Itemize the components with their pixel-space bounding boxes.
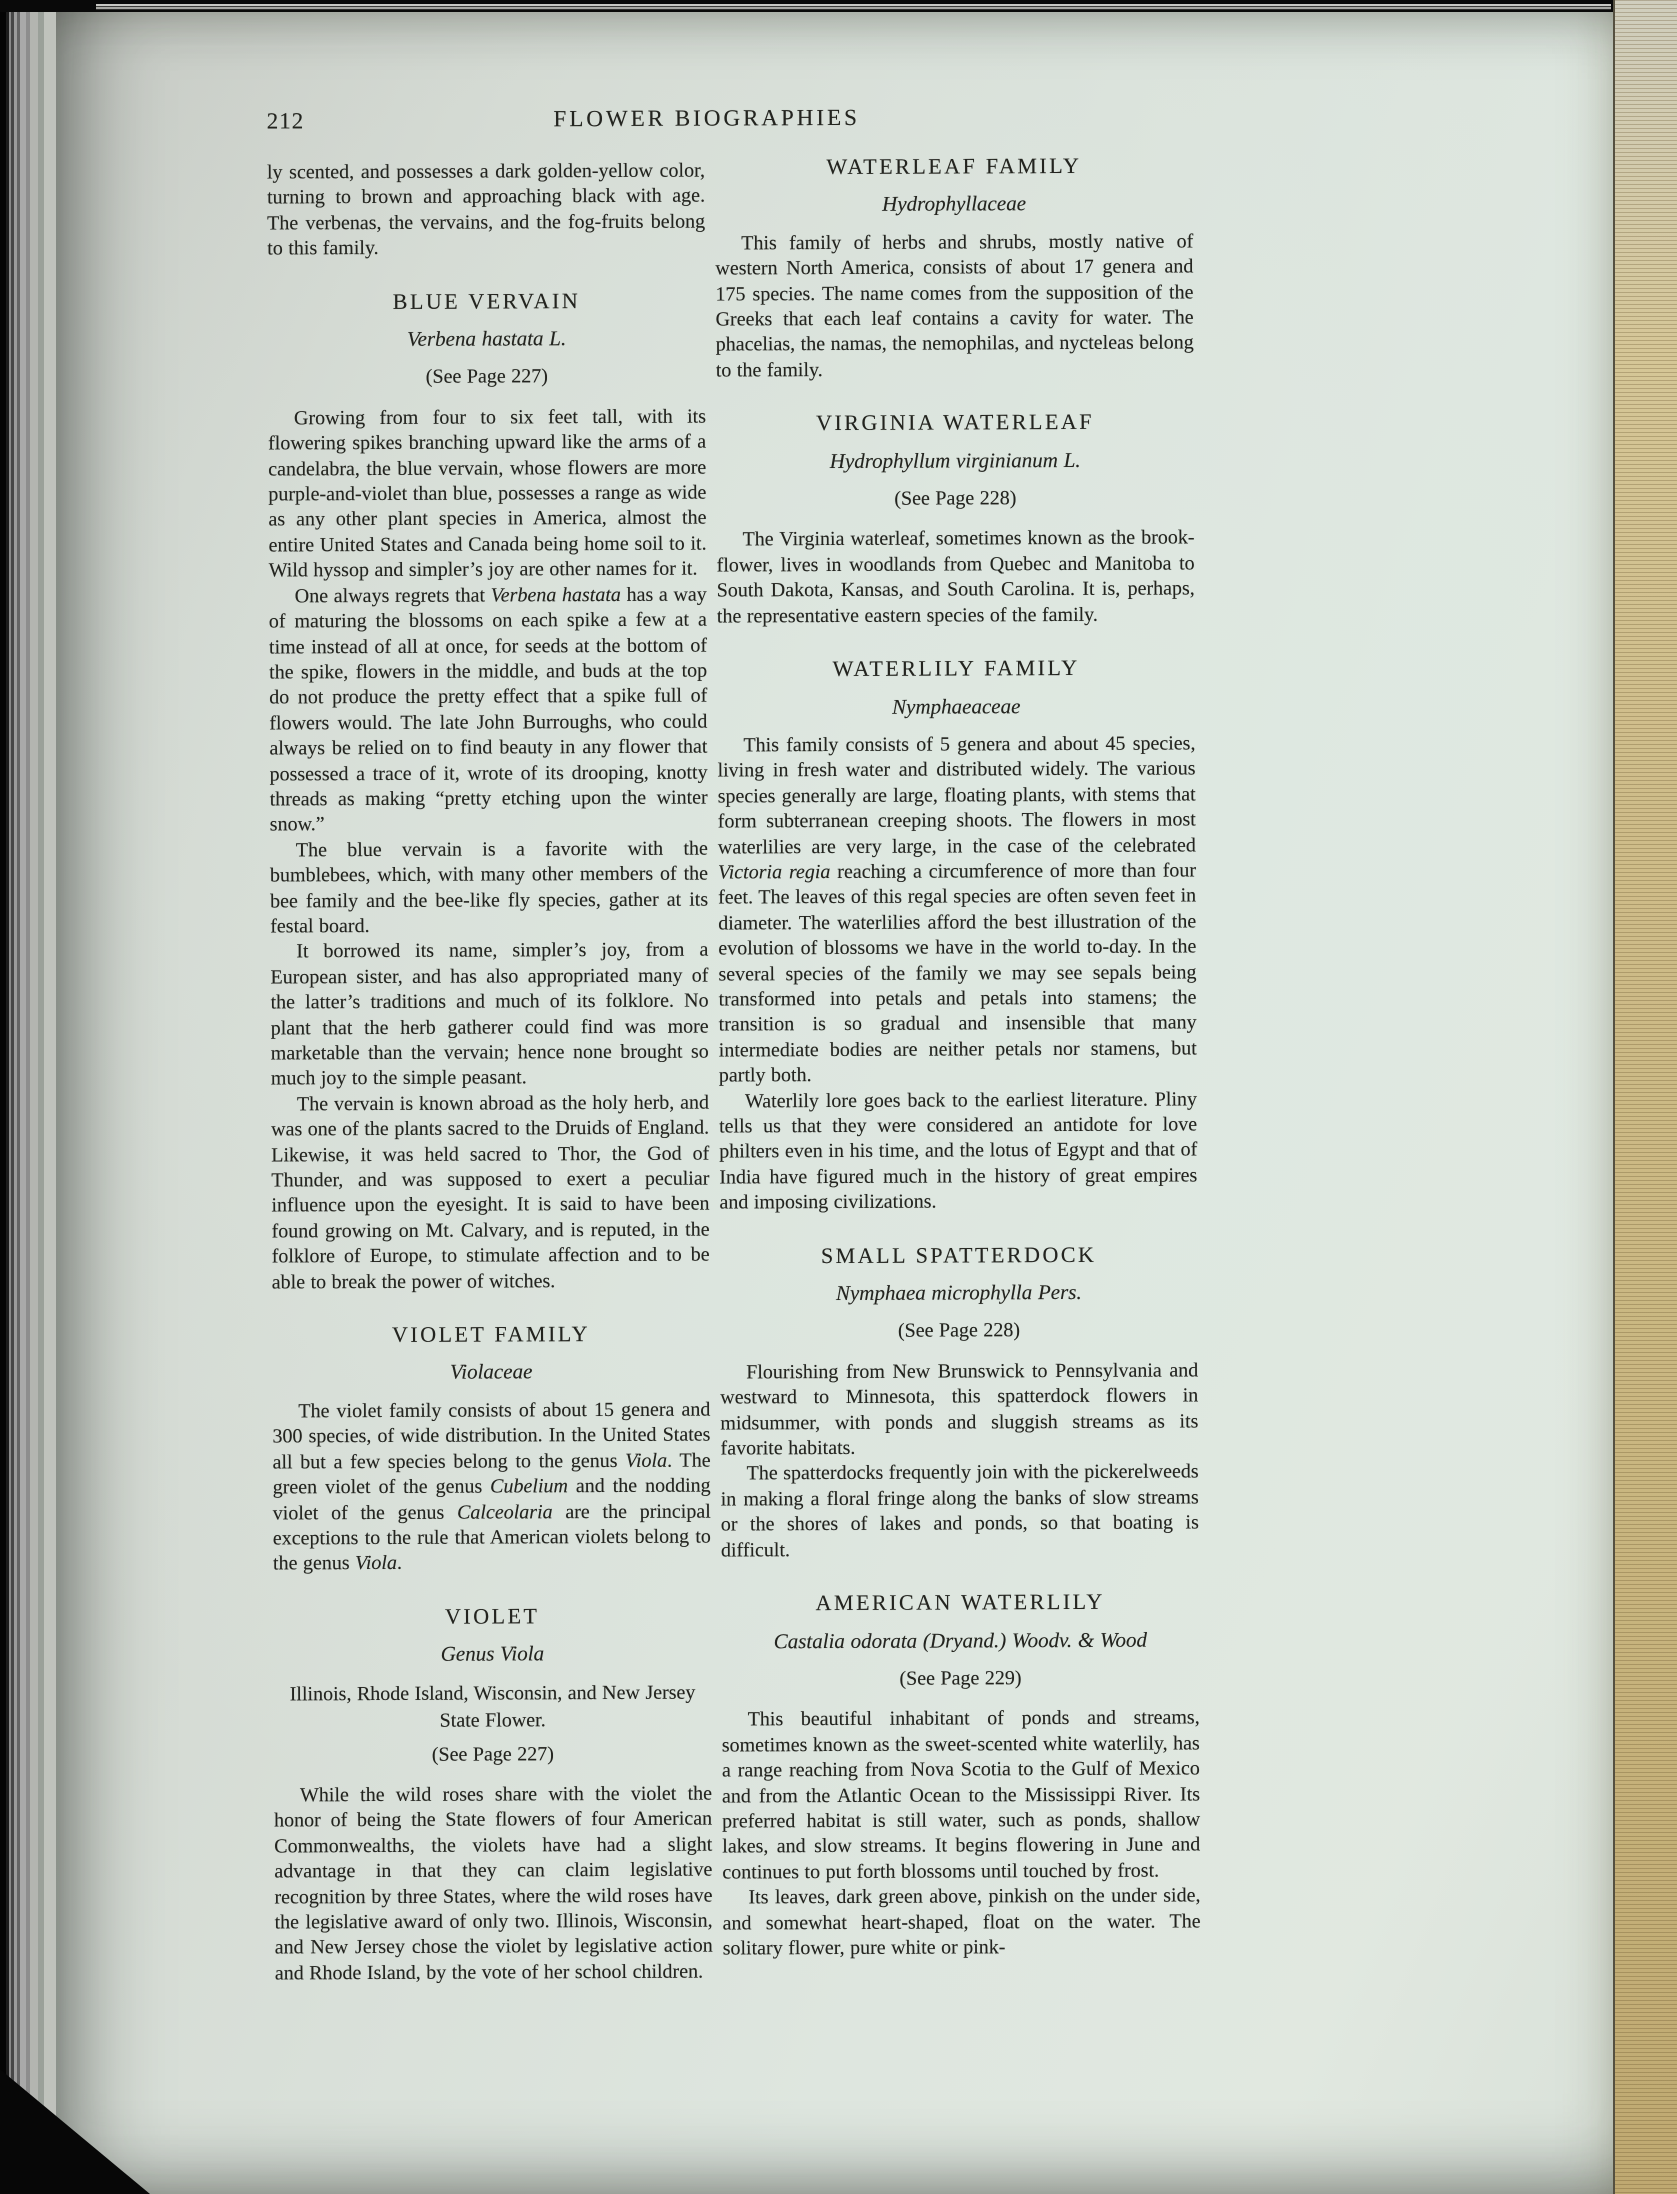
paragraph: [269, 582, 708, 838]
paragraph: [717, 731, 1197, 1089]
see-page-ref: (See Page 228): [894, 487, 1017, 510]
section-heading: WATERLEAF FAMILY: [826, 152, 1082, 180]
paragraph: Flourishing from New Brunswick to Pennsylvania and westward to Minnesota, this spatterdock flowers in midsummer, with ponds and sluggish streams as its favorite habitats.: [720, 1359, 1199, 1460]
section-heading: BLUE VERVAIN: [392, 287, 581, 314]
species-name: Nymphaeaceae: [892, 693, 1021, 719]
paragraph-continuation: ly scented, and possesses a dark golden-yellow color, turning to brown and approaching black with age. The verbenas, the vervains, and the fog-fruits belong to this family.: [266, 159, 706, 260]
section-violet-family: [272, 1321, 711, 1578]
text-run: .: [396, 1552, 403, 1575]
section-heading: WATERLILY FAMILY: [832, 655, 1080, 682]
paragraph: [272, 1397, 711, 1577]
paragraph: While the wild roses share with the violet the honor of being the State flowers of four American Commonwealths, the violets have had a slight advantage in that they can claim legislative recognition by three States, where the wild roses have the legislative award of only two. Illinois, Wisconsin, and New Jersey chose the violet by legislative action and Rhode Island, by the vote of her school children.: [274, 1782, 713, 1985]
section-american-waterlily: [721, 1589, 1201, 1962]
paragraph: Growing from four to six feet tall, with its flowering spikes branching upward like the arms of a candelabra, the blue vervain, whose flowers are more purple-and-violet than blue, possesses a range as wide as any other plant species in America, almost the entire United States and Canada being home soil to it. Wild hyssop and simpler’s joy are other names for it.: [268, 405, 707, 582]
text-run: . The green violet of the genus: [272, 1449, 711, 1499]
text-run: Illinois, Rhode Island, Wisconsin, and New Jersey: [289, 1681, 696, 1705]
latin-name: Viola: [625, 1449, 668, 1472]
paragraph: The Virginia waterleaf, sometimes known as the brook-flower, lives in woodlands from Quebec and Manitoba to South Dakota, Kansas, and South Carolina. It is, perhaps, the representative eastern species of the family.: [716, 526, 1195, 628]
species-name: Genus Viola: [440, 1641, 545, 1666]
section-small-spatterdock: [720, 1241, 1199, 1564]
running-header: FLOWER BIOGRAPHIES: [553, 104, 860, 132]
page-number: 212: [266, 108, 305, 134]
text-run: One always regrets that: [294, 584, 491, 608]
text-run: has a way of maturing the blossoms on each spike a few at a time instead of all at once, for seeds at the bottom of the spike, flowers in the middle, and buds at the top do not produce the pretty effect that a spike full of flowers would. The late John Burroughs, who could always be relied on to find beauty in any flower that possessed a trace of it, wrote of its drooping, knotty threads as making “pretty etching upon the winter snow.”: [268, 583, 708, 836]
see-page-ref: (See Page 228): [897, 1319, 1021, 1343]
paragraph: The vervain is known abroad as the holy herb, and was one of the plants sacred to the Druids of England. Likewise, it was held sacred to Thor, the God of Thunder, and was supposed to exert a peculiar influence upon the eyesight. It is said to have been found growing on Mt. Calvary, and is reputed, in the folklore of Europe, to stimulate affection and to be able to break the power of witches.: [271, 1091, 710, 1294]
latin-name: Verbena hastata: [490, 583, 621, 607]
section-heading: VIOLET: [444, 1603, 540, 1629]
left-column: [267, 159, 713, 1987]
species-name: Verbena hastata L.: [407, 326, 567, 351]
section-virginia-waterleaf: [716, 409, 1195, 630]
paragraph: The spatterdocks frequently join with the pickerelweeds in making a floral fringe along the banks of slow streams or the shores of lakes and ponds, so that boating is difficult.: [720, 1460, 1199, 1562]
latin-name: Cubelium: [490, 1475, 568, 1498]
paragraph: This beautiful inhabitant of ponds and streams, sometimes known as the sweet-scented white waterlily, has a range reaching from Nova Scotia to the Gulf of Mexico and from the Atlantic Ocean to the Mississippi River. Its preferred habitat is still water, such as ponds, shallow lakes, and slow streams. It begins flowering in June and continues to put forth blossoms until touched by frost.: [721, 1706, 1201, 1884]
fore-edge-page-stack: [1613, 0, 1677, 2194]
text-run: The violet family consists of about 15 genera and 300 species, of wide distribution. In the United States all but a few species belong to the genus: [272, 1398, 711, 1474]
text-run: and the nodding violet of the genus: [272, 1474, 711, 1524]
species-name: Hydrophyllaceae: [882, 191, 1027, 217]
paragraph: It borrowed its name, simpler’s joy, from a European sister, and has also appropriated many of the latter’s traditions and much of its folklore. No plant that the herb gatherer could find was more marketable than the vervain; hence none brought so much joy to the simple peasant.: [270, 938, 709, 1090]
species-name: Castalia odorata (Dryand.) Woodv. & Wood: [773, 1627, 1148, 1653]
paragraph: Waterlily lore goes back to the earliest literature. Pliny tells us that they were considered an antidote for love philters even in his time, and the lotus of Egypt and that of India have figured much in the history of great empires and imposing civilizations.: [719, 1088, 1198, 1214]
species-name: Hydrophyllum virginianum L.: [829, 447, 1081, 473]
section-heading: VIRGINIA WATERLEAF: [816, 409, 1095, 436]
see-page-ref: (See Page 227): [425, 365, 548, 389]
species-name: Nymphaea microphylla Pers.: [835, 1279, 1082, 1306]
see-page-ref: (See Page 227): [431, 1742, 554, 1766]
latin-name: Calceolaria: [457, 1500, 553, 1524]
section-heading: AMERICAN WATERLILY: [815, 1588, 1105, 1616]
text-run: reaching a circumference of more than four feet. The leaves of this regal species are often seven feet in diameter. The waterlilies afford the best illustration of the evolution of blossoms we have in the world to-day. In the several species of the family we may see sepals being transformed into petals and petals into stamens; the transition is so gradual and insensible that many intermediate bodies are neither petals nor stamens, but partly both.: [718, 859, 1197, 1087]
text-run: State Flower.: [439, 1708, 546, 1732]
section-violet: [273, 1602, 713, 1986]
paragraph: The blue vervain is a favorite with the bumblebees, which, with many other members of the bee family and the bee-like fly species, gather at its festal board.: [269, 837, 709, 938]
text-run: This family consists of 5 genera and about 45 species, living in fresh water and distributed widely. The various species generally are large, floating plants, with stems that form subterranean creeping shoots. The flowers in most waterlilies are very large, in the case of the celebrated: [717, 732, 1196, 859]
section-blue-vervain: [267, 287, 709, 1295]
see-page-ref: (See Page 229): [899, 1667, 1022, 1690]
latin-name: Viola: [355, 1552, 398, 1575]
paragraph: This family of herbs and shrubs, mostly native of western North America, consists of about 17 genera and 175 species. The name comes from the supposition of the Greeks that each leaf contains a cavity for water. The phacelias, the namas, the nemophilas, and nycteleas belong to the family.: [715, 230, 1194, 382]
page-text-layer: [51, 9, 1618, 2194]
section-heading: VIOLET FAMILY: [391, 1321, 591, 1347]
section-heading: SMALL SPATTERDOCK: [820, 1241, 1097, 1268]
paragraph: Its leaves, dark green above, pinkish on the under side, and somewhat heart-shaped, float on the water. The solitary flower, pure white or pink-: [722, 1884, 1201, 1960]
state-flower-note: [274, 1679, 712, 1735]
section-waterlily-family: [717, 655, 1197, 1217]
latin-name: Victoria regia: [717, 860, 831, 884]
right-column: [715, 152, 1201, 1961]
book-page: [56, 12, 1613, 2194]
spine-page-edges: [0, 0, 56, 2194]
text-run: are the principal exceptions to the rule that American violets belong to the genus: [272, 1500, 711, 1575]
species-name: Violaceae: [449, 1359, 533, 1385]
section-waterleaf-family: [715, 152, 1194, 383]
